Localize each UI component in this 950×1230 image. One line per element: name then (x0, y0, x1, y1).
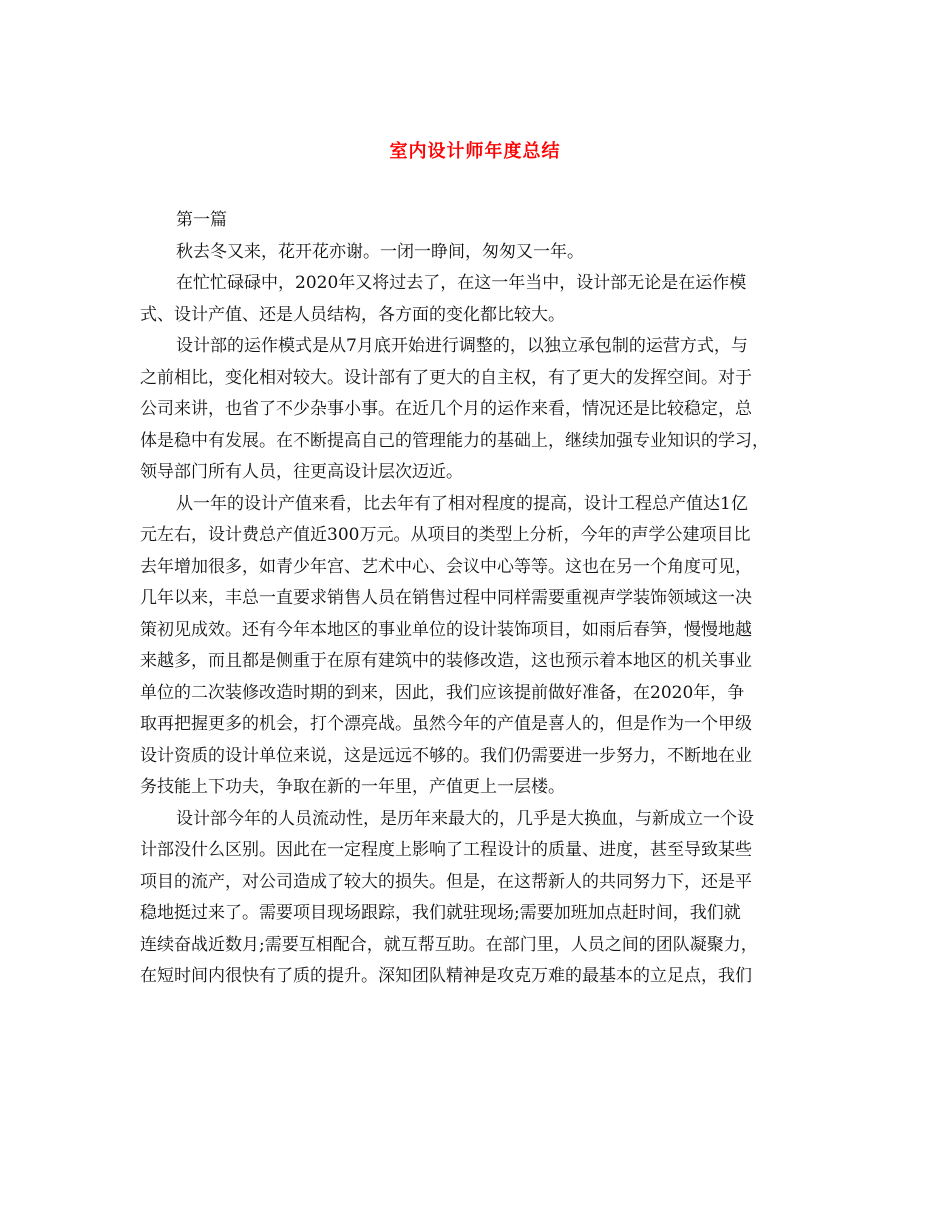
text-line: 计部没什么区别。因此在一定程度上影响了工程设计的质量、进度，甚至导致某些 (140, 840, 752, 860)
document-title: 室内设计师年度总结 (389, 141, 561, 162)
text-line: 在忙忙碌碌中，2020年又将过去了，在这一年当中，设计部无论是在运作模 (176, 273, 747, 293)
text-line: 设计资质的设计单位来说，这是远远不够的。我们仍需要进一步努力，不断地在业 (140, 745, 752, 766)
text-line: 第一篇 (176, 210, 227, 230)
text-line: 设计部的运作模式是从7月底开始进行调整的，以独立承包制的运营方式，与 (176, 336, 748, 356)
text-line: 在短时间内很快有了质的提升。深知团队精神是攻克万难的最基本的立足点，我们 (140, 966, 752, 986)
text-line: 从一年的设计产值来看，比去年有了相对程度的提高，设计工程总产值达1亿 (176, 493, 748, 514)
text-line: 单位的二次装修改造时期的到来，因此，我们应该提前做好准备，在2020年，争 (140, 682, 745, 703)
text-line: 秋去冬又来，花开花亦谢。一闭一睁间，匆匆又一年。 (176, 241, 584, 262)
text-line: 务技能上下功夫，争取在新的一年里，产值更上一层楼。 (140, 777, 565, 797)
text-line: 设计部今年的人员流动性，是历年来最大的，几乎是大换血，与新成立一个设 (176, 808, 754, 829)
text-line: 项目的流产，对公司造成了较大的损失。但是，在这帮新人的共同努力下，还是平 (140, 871, 752, 892)
text-line: 来越多，而且都是侧重于在原有建筑中的装修改造，这也预示着本地区的机关事业 (140, 651, 752, 671)
document-body (140, 205, 830, 993)
text-line: 去年增加很多，如青少年宫、艺术中心、会议中心等等。这也在另一个角度可见， (140, 556, 752, 577)
text-line: 稳地挺过来了。需要项目现场跟踪，我们就驻现场;需要加班加点赶时间，我们就 (140, 903, 741, 923)
text-line: 公司来讲，也省了不少杂事小事。在近几个月的运作来看，情况还是比较稳定，总 (140, 399, 752, 419)
text-line: 策初见成效。还有今年本地区的事业单位的设计装饰项目，如雨后春笋，慢慢地越 (140, 619, 752, 640)
text-line: 元左右，设计费总产值近300万元。从项目的类型上分析，今年的声学公建项目比 (140, 525, 751, 545)
text-line: 领导部门所有人员，往更高设计层次迈近。 (140, 462, 463, 482)
text-line: 取再把握更多的机会，打个漂亮战。虽然今年的产值是喜人的，但是作为一个甲级 (140, 714, 752, 734)
text-line: 式、设计产值、还是人员结构，各方面的变化都比较大。 (140, 304, 565, 325)
text-line: 体是稳中有发展。在不断提高自己的管理能力的基础上，继续加强专业知识的学习， (140, 430, 769, 451)
text-line: 连续奋战近数月;需要互相配合，就互帮互助。在部门里，人员之间的团队凝聚力， (140, 934, 758, 955)
text-line: 之前相比，变化相对较大。设计部有了更大的自主权，有了更大的发挥空间。对于 (140, 367, 752, 388)
text-line: 几年以来，丰总一直要求销售人员在销售过程中同样需要重视声学装饰领域这一决 (140, 588, 752, 608)
